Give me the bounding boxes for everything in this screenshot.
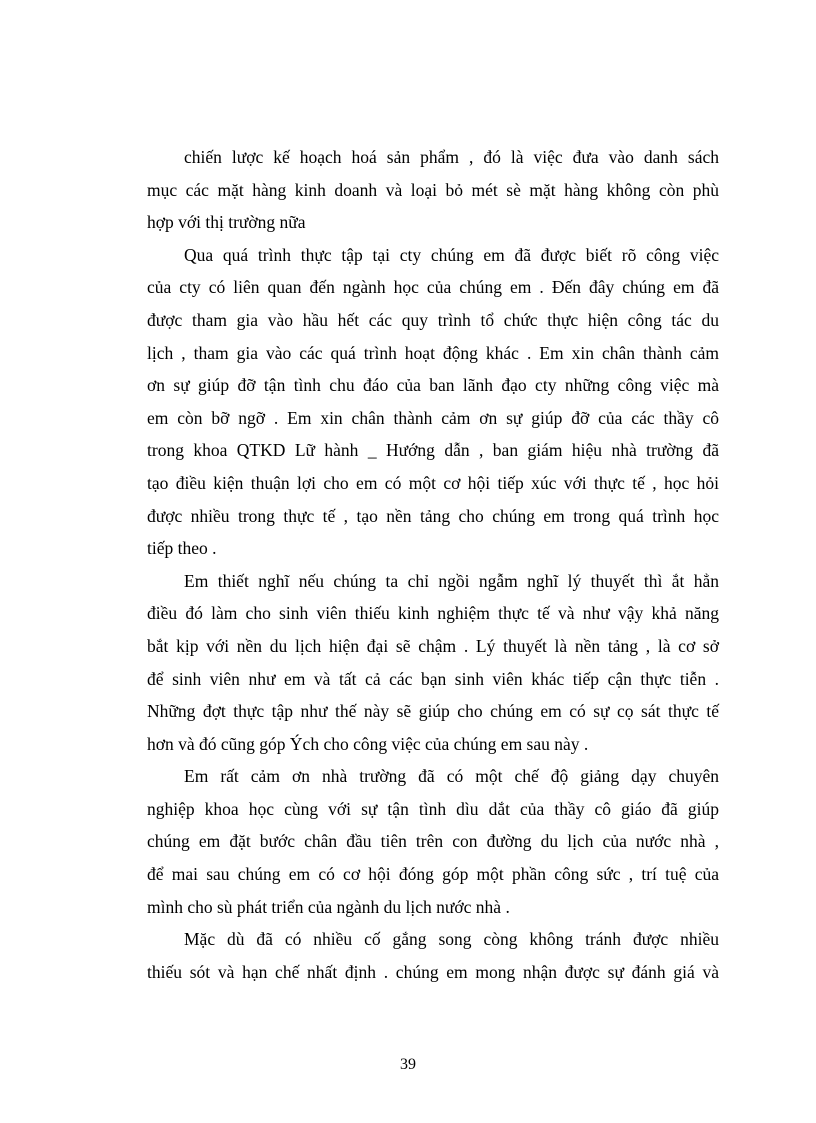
text-line: lịch , tham gia vào các quá trình hoạt động khác . Em xin chân thành cảm: [147, 342, 719, 363]
text-line: được tham gia vào hầu hết các quy trình tổ chức thực hiện công tác du: [147, 309, 719, 330]
text-line: chúng em đặt bước chân đầu tiên trên con đường du lịch của nước nhà ,: [147, 831, 719, 852]
text-line: nghiệp khoa học cùng với sự tận tình dìu dắt của thầy cô giáo đã giúp: [147, 798, 719, 819]
paragraph-4: [147, 760, 719, 923]
text-line: tạo điều kiện thuận lợi cho em có một cơ hội tiếp xúc với thực tế , học hỏi: [147, 472, 719, 493]
text-line: để mai sau chúng em có cơ hội đóng góp một phần công sức , trí tuệ của: [147, 864, 719, 885]
text-line: ơn sự giúp đỡ tận tình chu đáo của ban lãnh đạo cty những công việc mà: [147, 375, 719, 396]
paragraph-5: [147, 923, 719, 988]
text-line: mình cho sù phát triển của ngành du lịch nước nhà .: [147, 896, 510, 917]
page-number: 39: [400, 1056, 416, 1073]
text-line: được nhiều trong thực tế , tạo nền tảng cho chúng em trong quá trình học: [147, 505, 719, 526]
text-line: Những đợt thực tập như thế này sẽ giúp cho chúng em có sự cọ sát thực tế: [147, 701, 719, 722]
text-line: chiến lược kế hoạch hoá sản phẩm , đó là việc đưa vào danh sách: [184, 147, 719, 167]
text-line: Em thiết nghĩ nếu chúng ta chỉ ngồi ngẫm nghĩ lý thuyết thì ắt hẳn: [184, 570, 719, 591]
text-line: Mặc dù đã có nhiều cố gắng song còng không tránh được nhiều: [184, 929, 719, 950]
text-line: trong khoa QTKD Lữ hành _ Hướng dẫn , ban giám hiệu nhà trường đã: [147, 440, 719, 461]
text-line: tiếp theo .: [147, 538, 217, 559]
paragraph-2: [147, 239, 719, 565]
text-line: của cty có liên quan đến ngành học của chúng em . Đến đây chúng em đã: [147, 277, 719, 298]
paragraph-1: [147, 141, 719, 239]
text-line: hợp với thị trường nữa: [147, 212, 306, 233]
paragraph-3: [147, 565, 719, 761]
text-line: thiếu sót và hạn chế nhất định . chúng em mong nhận được sự đánh giá và: [147, 961, 719, 982]
text-line: Qua quá trình thực tập tại cty chúng em đã được biết rõ công việc: [184, 244, 719, 265]
text-line: em còn bỡ ngỡ . Em xin chân thành cảm ơn sự giúp đỡ của các thầy cô: [147, 407, 719, 428]
document-body: [147, 141, 719, 988]
text-line: bắt kịp với nền du lịch hiện đại sẽ chậm . Lý thuyết là nền tảng , là cơ sở: [147, 635, 719, 656]
text-line: Em rất cảm ơn nhà trường đã có một chế độ giảng dạy chuyên: [184, 766, 719, 787]
text-line: mục các mặt hàng kinh doanh và loại bỏ mét sè mặt hàng không còn phù: [147, 179, 719, 200]
text-line: hơn và đó cũng góp Ých cho công việc của chúng em sau này .: [147, 733, 589, 754]
text-line: điều đó làm cho sinh viên thiếu kinh nghiệm thực tế và như vậy khả năng: [147, 603, 719, 624]
text-line: để sinh viên như em và tất cả các bạn sinh viên khác tiếp cận thực tiễn .: [147, 668, 719, 689]
